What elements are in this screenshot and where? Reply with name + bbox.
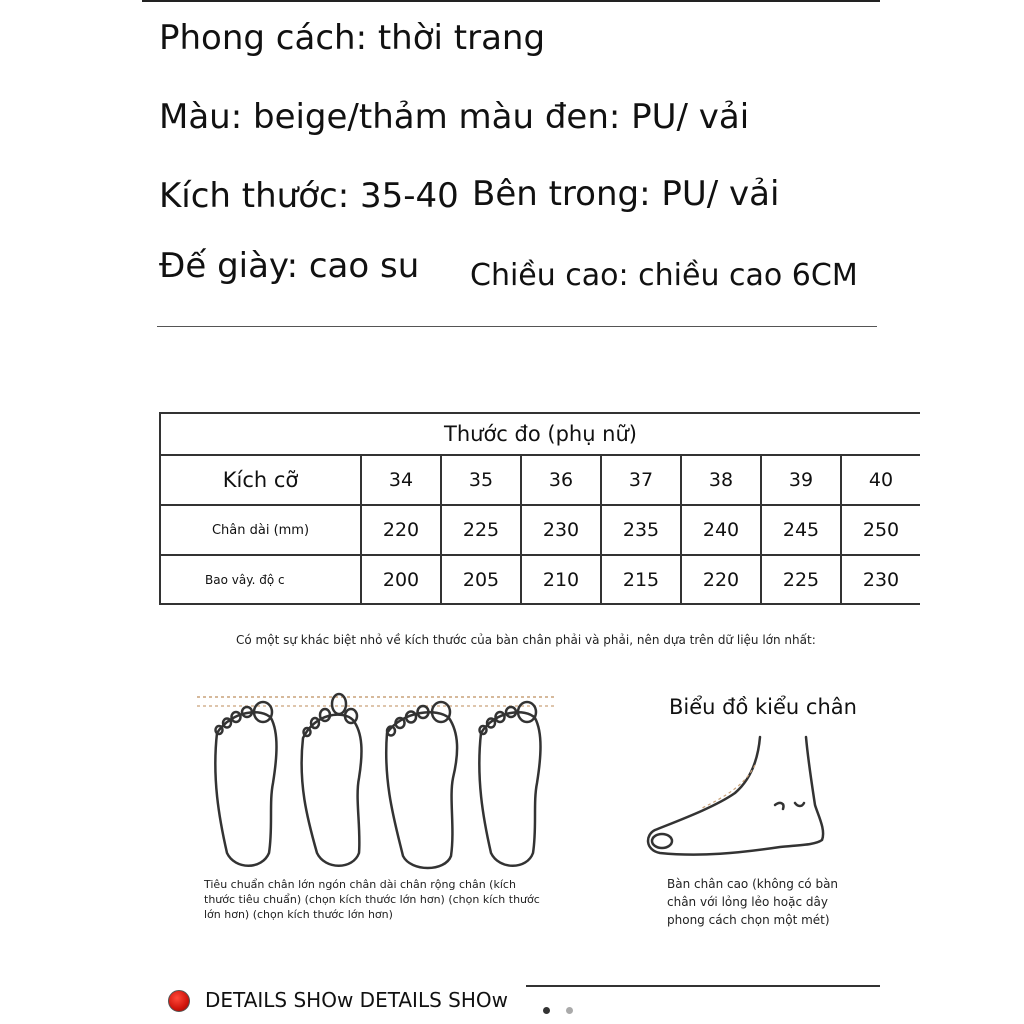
foot-icon xyxy=(302,694,362,866)
foot-icon xyxy=(386,702,457,868)
foot-length-cell: 230 xyxy=(521,505,601,555)
size-cell: 38 xyxy=(681,455,761,505)
foot-girth-cell: 225 xyxy=(761,555,841,604)
spec-color: Màu: beige/thảm màu đen: PU/ vải xyxy=(159,97,750,137)
spec-style: Phong cách: thời trang xyxy=(159,18,546,58)
foot-girth-label: Bao vây. độ c xyxy=(160,555,361,604)
foot-girth-cell: 230 xyxy=(841,555,920,604)
bottom-divider xyxy=(526,985,880,987)
size-cell: 37 xyxy=(601,455,681,505)
top-divider xyxy=(142,0,880,2)
details-show-label: DETAILS SHOw DETAILS SHOw xyxy=(205,988,508,1012)
foot-length-cell: 220 xyxy=(361,505,441,555)
spec-sole: Đế giày: cao su xyxy=(159,246,420,286)
foot-girth-cell: 210 xyxy=(521,555,601,604)
size-note: Có một sự khác biệt nhỏ về kích thước của bàn chân phải và phải, nên dựa trên dữ liệu lớn nhất: xyxy=(236,633,816,647)
spec-size: Kích thước: 35-40 xyxy=(159,176,459,216)
foot-length-cell: 235 xyxy=(601,505,681,555)
foot-girth-cell: 205 xyxy=(441,555,521,604)
foot-type-title: Biểu đồ kiểu chân xyxy=(669,695,857,719)
size-chart-title: Thước đo (phụ nữ) xyxy=(160,413,920,455)
size-cell: 39 xyxy=(761,455,841,505)
foot-shapes-illustration xyxy=(195,688,560,873)
details-bullet-icon xyxy=(168,990,190,1012)
page-dot xyxy=(566,1007,573,1014)
foot-girth-cell: 200 xyxy=(361,555,441,604)
foot-girth-cell: 220 xyxy=(681,555,761,604)
feet-caption: Tiêu chuẩn chân lớn ngón chân dài chân rộng chân (kích thước tiêu chuẩn) (chọn kích thước lớn hơn) (chọn kích thước lớn hơn) (chọn kích thước lớn hơn) xyxy=(204,878,540,921)
foot-length-cell: 225 xyxy=(441,505,521,555)
foot-girth-cell: 215 xyxy=(601,555,681,604)
foot-length-cell: 245 xyxy=(761,505,841,555)
size-cell: 35 xyxy=(441,455,521,505)
size-cell: 40 xyxy=(841,455,920,505)
foot-icon xyxy=(479,702,540,866)
size-cell: 34 xyxy=(361,455,441,505)
size-cell: 36 xyxy=(521,455,601,505)
size-chart-table xyxy=(159,412,920,605)
foot-type-caption: Bàn chân cao (không có bàn chân với lỏng lẻo hoặc dây phong cách chọn một mét) xyxy=(667,877,839,927)
size-header-label: Kích cỡ xyxy=(160,455,361,505)
section-divider xyxy=(157,326,877,327)
foot-icon xyxy=(215,702,276,866)
foot-length-cell: 250 xyxy=(841,505,920,555)
spec-inner: Bên trong: PU/ vải xyxy=(472,174,780,214)
page-dot-active xyxy=(543,1007,550,1014)
spec-height: Chiều cao: chiều cao 6CM xyxy=(470,258,858,293)
high-arch-foot-icon xyxy=(640,735,840,865)
foot-length-label: Chân dài (mm) xyxy=(160,505,361,555)
foot-length-cell: 240 xyxy=(681,505,761,555)
